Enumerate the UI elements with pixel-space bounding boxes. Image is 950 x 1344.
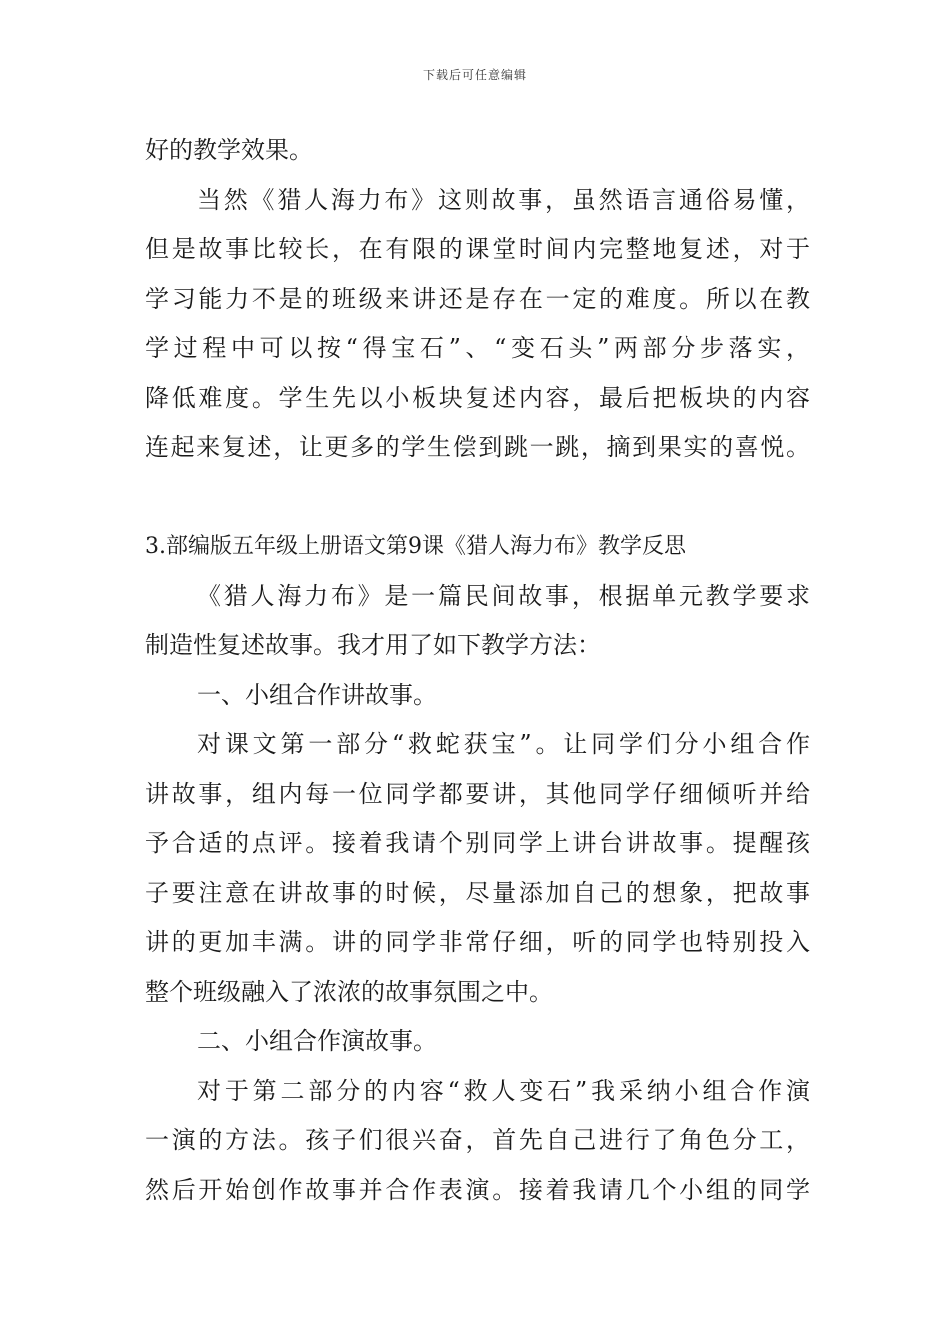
text-line: 予合适的点评。接着我请个别同学上讲台讲故事。提醒孩	[145, 829, 810, 857]
paragraph-gap	[145, 473, 810, 523]
text-line: 整个班级融入了浓浓的故事氛围之中。	[145, 977, 553, 1006]
text-line: 好的教学效果。	[145, 136, 313, 164]
text-line: 讲故事，组内每一位同学都要讲，其他同学仔细倾听并给	[145, 779, 810, 808]
text-line: 对于第二部分的内容“救人变石”我采纳小组合作演	[197, 1076, 810, 1105]
section-title: 3.部编版五年级上册语文第9课《猎人海力布》教学反思	[145, 534, 686, 559]
text-line: 一、小组合作讲故事。	[197, 680, 437, 709]
document-body	[145, 126, 810, 1215]
text-line: 连起来复述，让更多的学生偿到跳一跳，摘到果实的喜悦。	[145, 433, 810, 461]
page-header: 下载后可任意编辑	[422, 68, 527, 82]
text-line: 《猎人海力布》是一篇民间故事，根据单元教学要求	[197, 581, 810, 610]
text-line: 学习能力不是的班级来讲还是存在一定的难度。所以在教	[145, 284, 810, 313]
text-line: 讲的更加丰满。讲的同学非常仔细，听的同学也特别投入	[145, 928, 810, 956]
text-line: 二、小组合作演故事。	[197, 1027, 437, 1055]
text-line: 但是故事比较长，在有限的课堂时间内完整地复述，对于	[145, 235, 810, 263]
text-line: 然后开始创作故事并合作表演。接着我请几个小组的同学	[145, 1175, 810, 1204]
text-line: 降低难度。学生先以小板块复述内容，最后把板块的内容	[145, 383, 810, 412]
text-line: 当然《猎人海力布》这则故事，虽然语言通俗易懂，	[197, 185, 810, 214]
text-line: 子要注意在讲故事的时候，尽量添加自己的想象，把故事	[145, 878, 810, 907]
text-line: 制造性复述故事。我才用了如下教学方法：	[145, 631, 601, 659]
text-line: 学过程中可以按“得宝石”、“变石头”两部分步落实，	[145, 334, 810, 362]
text-line: 一演的方法。孩子们很兴奋，首先自己进行了角色分工，	[145, 1126, 810, 1154]
text-line: 对课文第一部分“救蛇获宝”。让同学们分小组合作	[197, 730, 810, 758]
